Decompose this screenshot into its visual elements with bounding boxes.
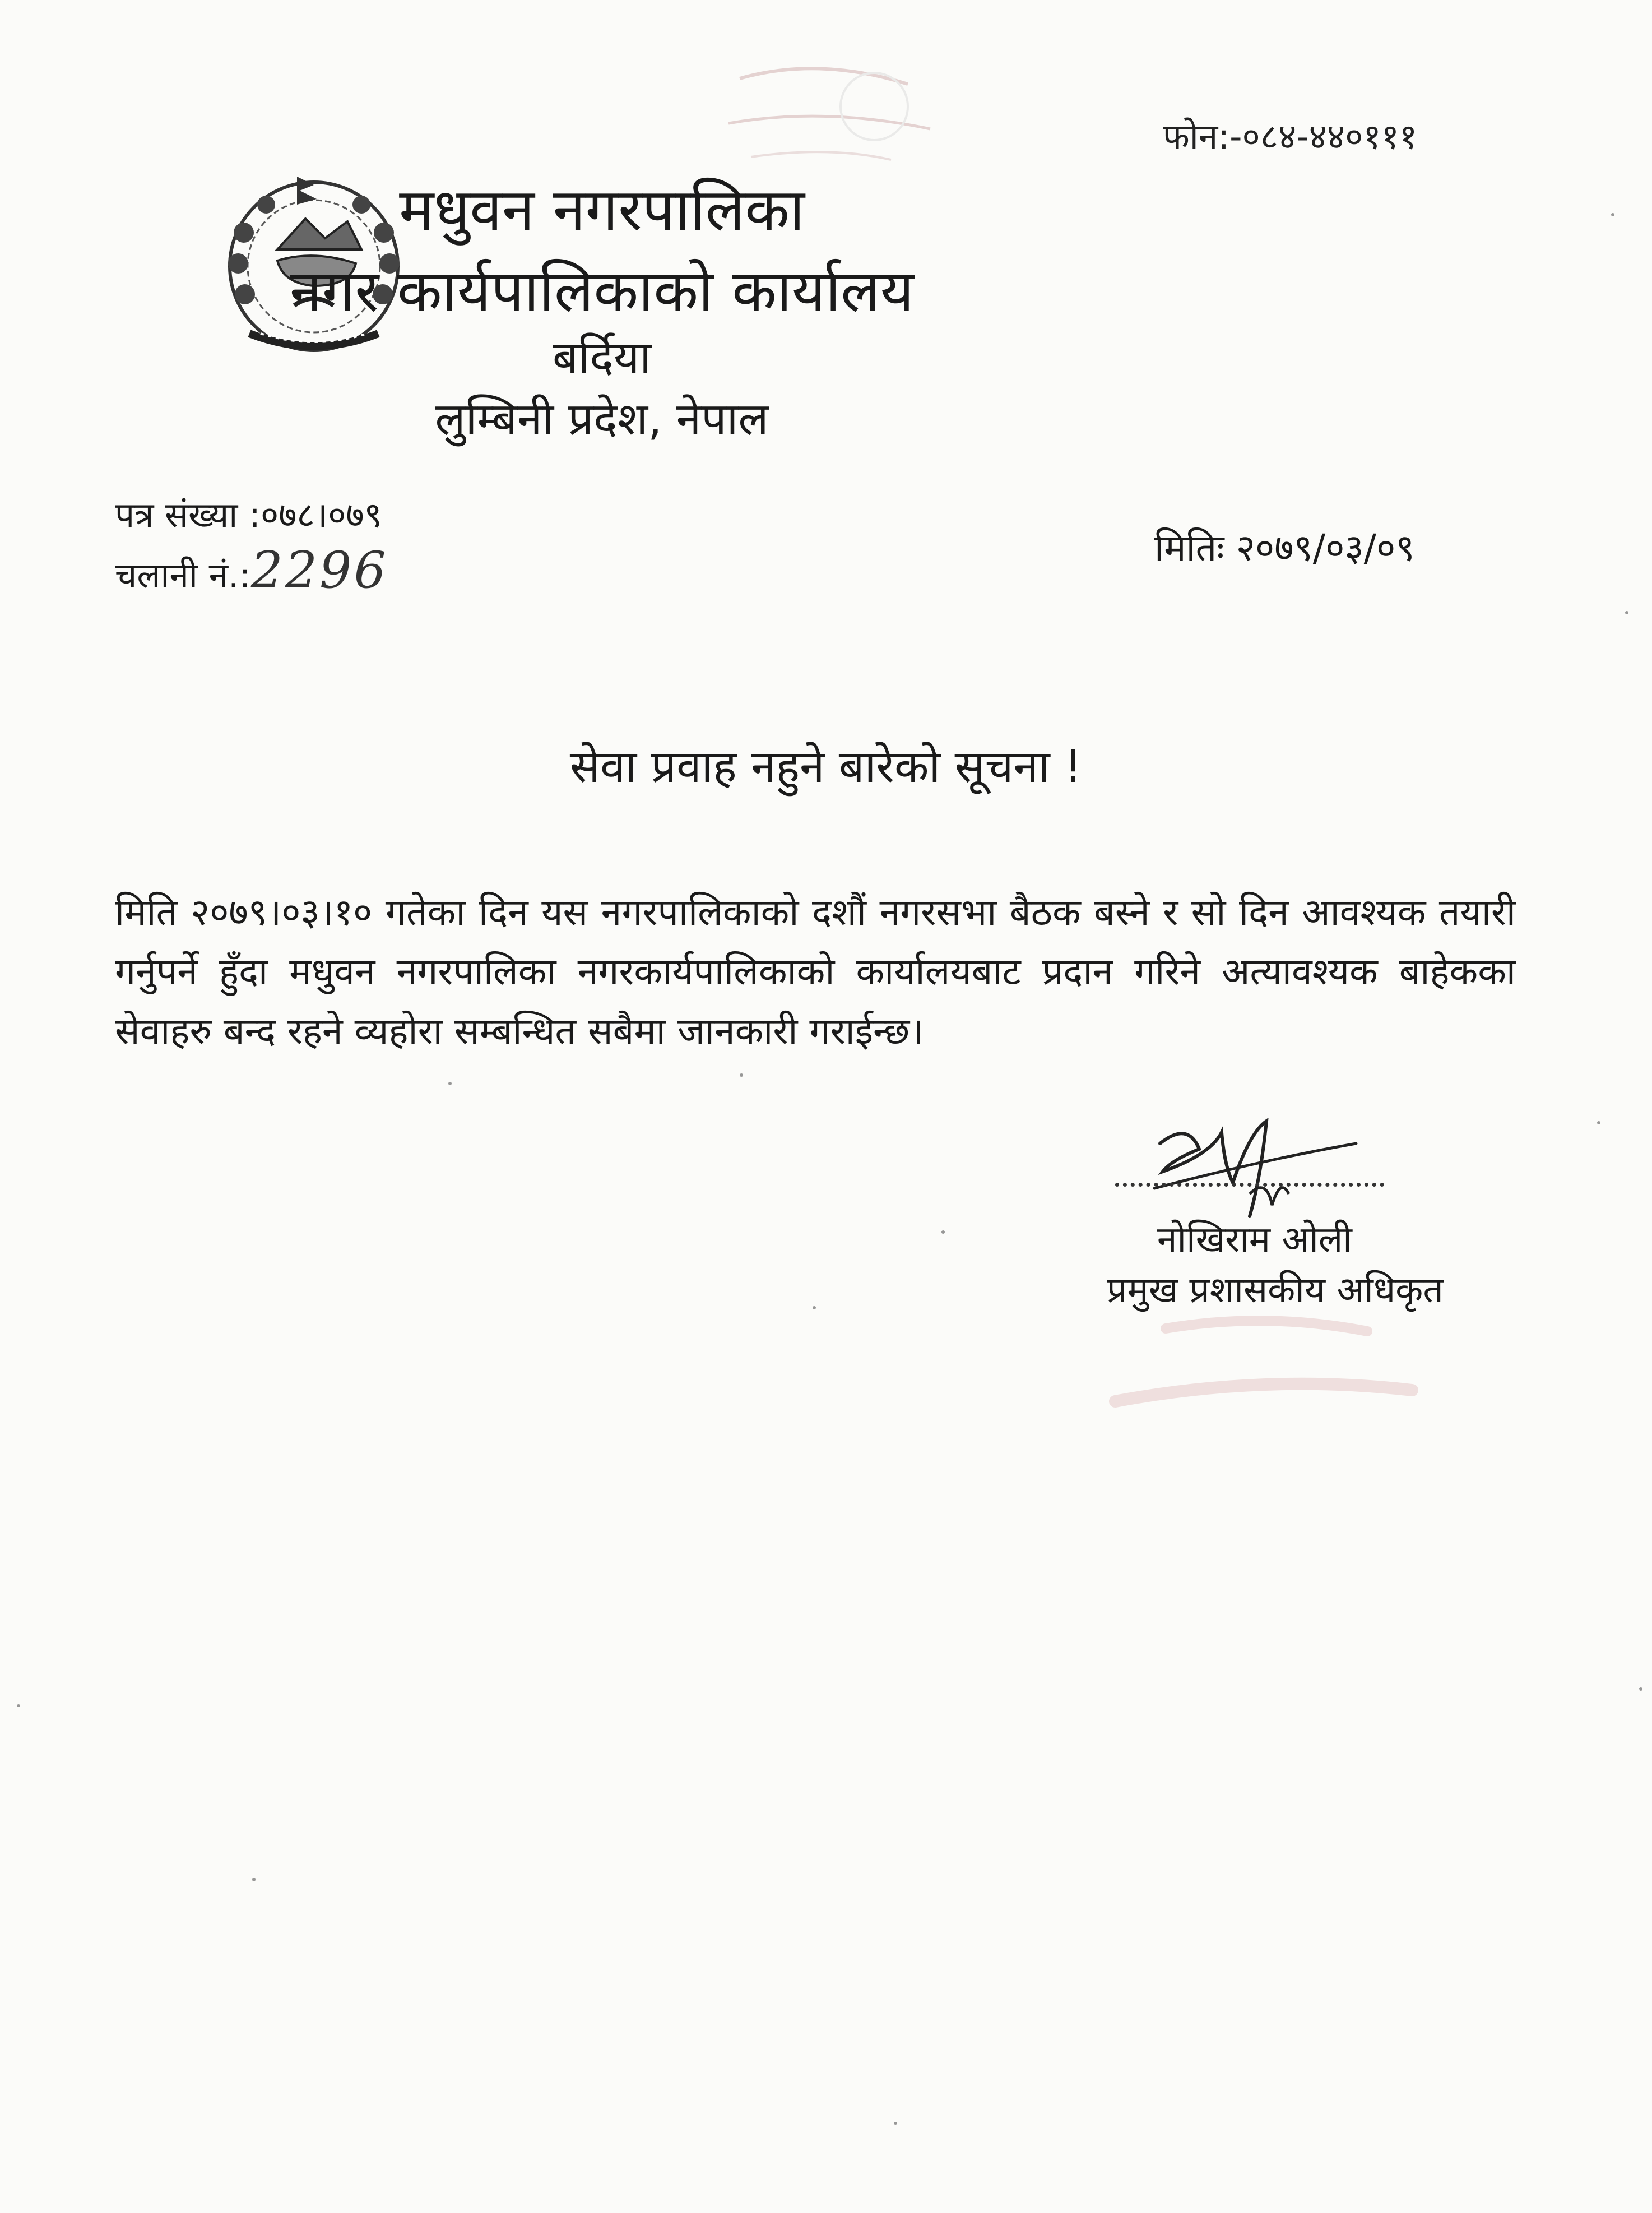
signer-title: प्रमुख प्रशासकीय अधिकृत [1107, 1270, 1444, 1311]
scan-speck [1597, 1121, 1600, 1124]
scan-speck [252, 1878, 256, 1881]
dispatch-number-label: चलानी नं.: [115, 555, 251, 596]
phone-number: फोन:-०८४-४४०१११ [1163, 116, 1418, 157]
signature-line [1115, 1177, 1384, 1187]
scan-speck [1625, 611, 1628, 614]
notice-subject: सेवा प्रवाह नहुने बारेको सूचना ! [569, 740, 1083, 793]
letter-number [115, 490, 382, 538]
scan-speck [1611, 213, 1614, 216]
letter-date: मितिः २०७९/०३/०९ [1154, 526, 1415, 570]
municipality-name: मधुवन नगरपालिका [399, 175, 805, 244]
faded-stamp-impression [1098, 1306, 1423, 1435]
office-name: नगर कार्यपालिकाको कार्यालय [289, 257, 915, 325]
scan-speck [448, 1082, 452, 1085]
district-name: बर्दिया [553, 331, 651, 383]
letter-number-value: ०७८।०७९ [260, 494, 382, 535]
notice-body: मिति २०७९।०३।१० गतेका दिन यस नगरपालिकाको दशौं नगरसभा बैठक बस्ने र सो दिन आवश्यक तयारी गर्नुपर्ने हुँदा मधुवन नगरपालिका नगरकार्यपालिकाको कार्यालयबाट प्रदान गरिने अत्यावश्यक बाहेकका सेवाहरु बन्द रहने व्यहोरा सम्बन्धित सबैमा जानकारी गराईन्छ। [115, 891, 1516, 1053]
scan-speck [813, 1306, 816, 1309]
scan-speck [894, 2122, 897, 2125]
province-country: लुम्बिनी प्रदेश, नेपाल [435, 393, 769, 445]
signer-name: नोखिराम ओली [1157, 1219, 1352, 1261]
letter-number-label: पत्र संख्या : [115, 494, 261, 535]
scan-speck [17, 1704, 20, 1707]
received-stamp-mark [706, 45, 947, 174]
dispatch-number-handwritten: 2296 [250, 541, 388, 600]
dispatch-number [115, 541, 388, 600]
scan-speck [941, 1230, 945, 1234]
scan-speck [1639, 1687, 1642, 1691]
scan-speck [740, 1073, 743, 1077]
